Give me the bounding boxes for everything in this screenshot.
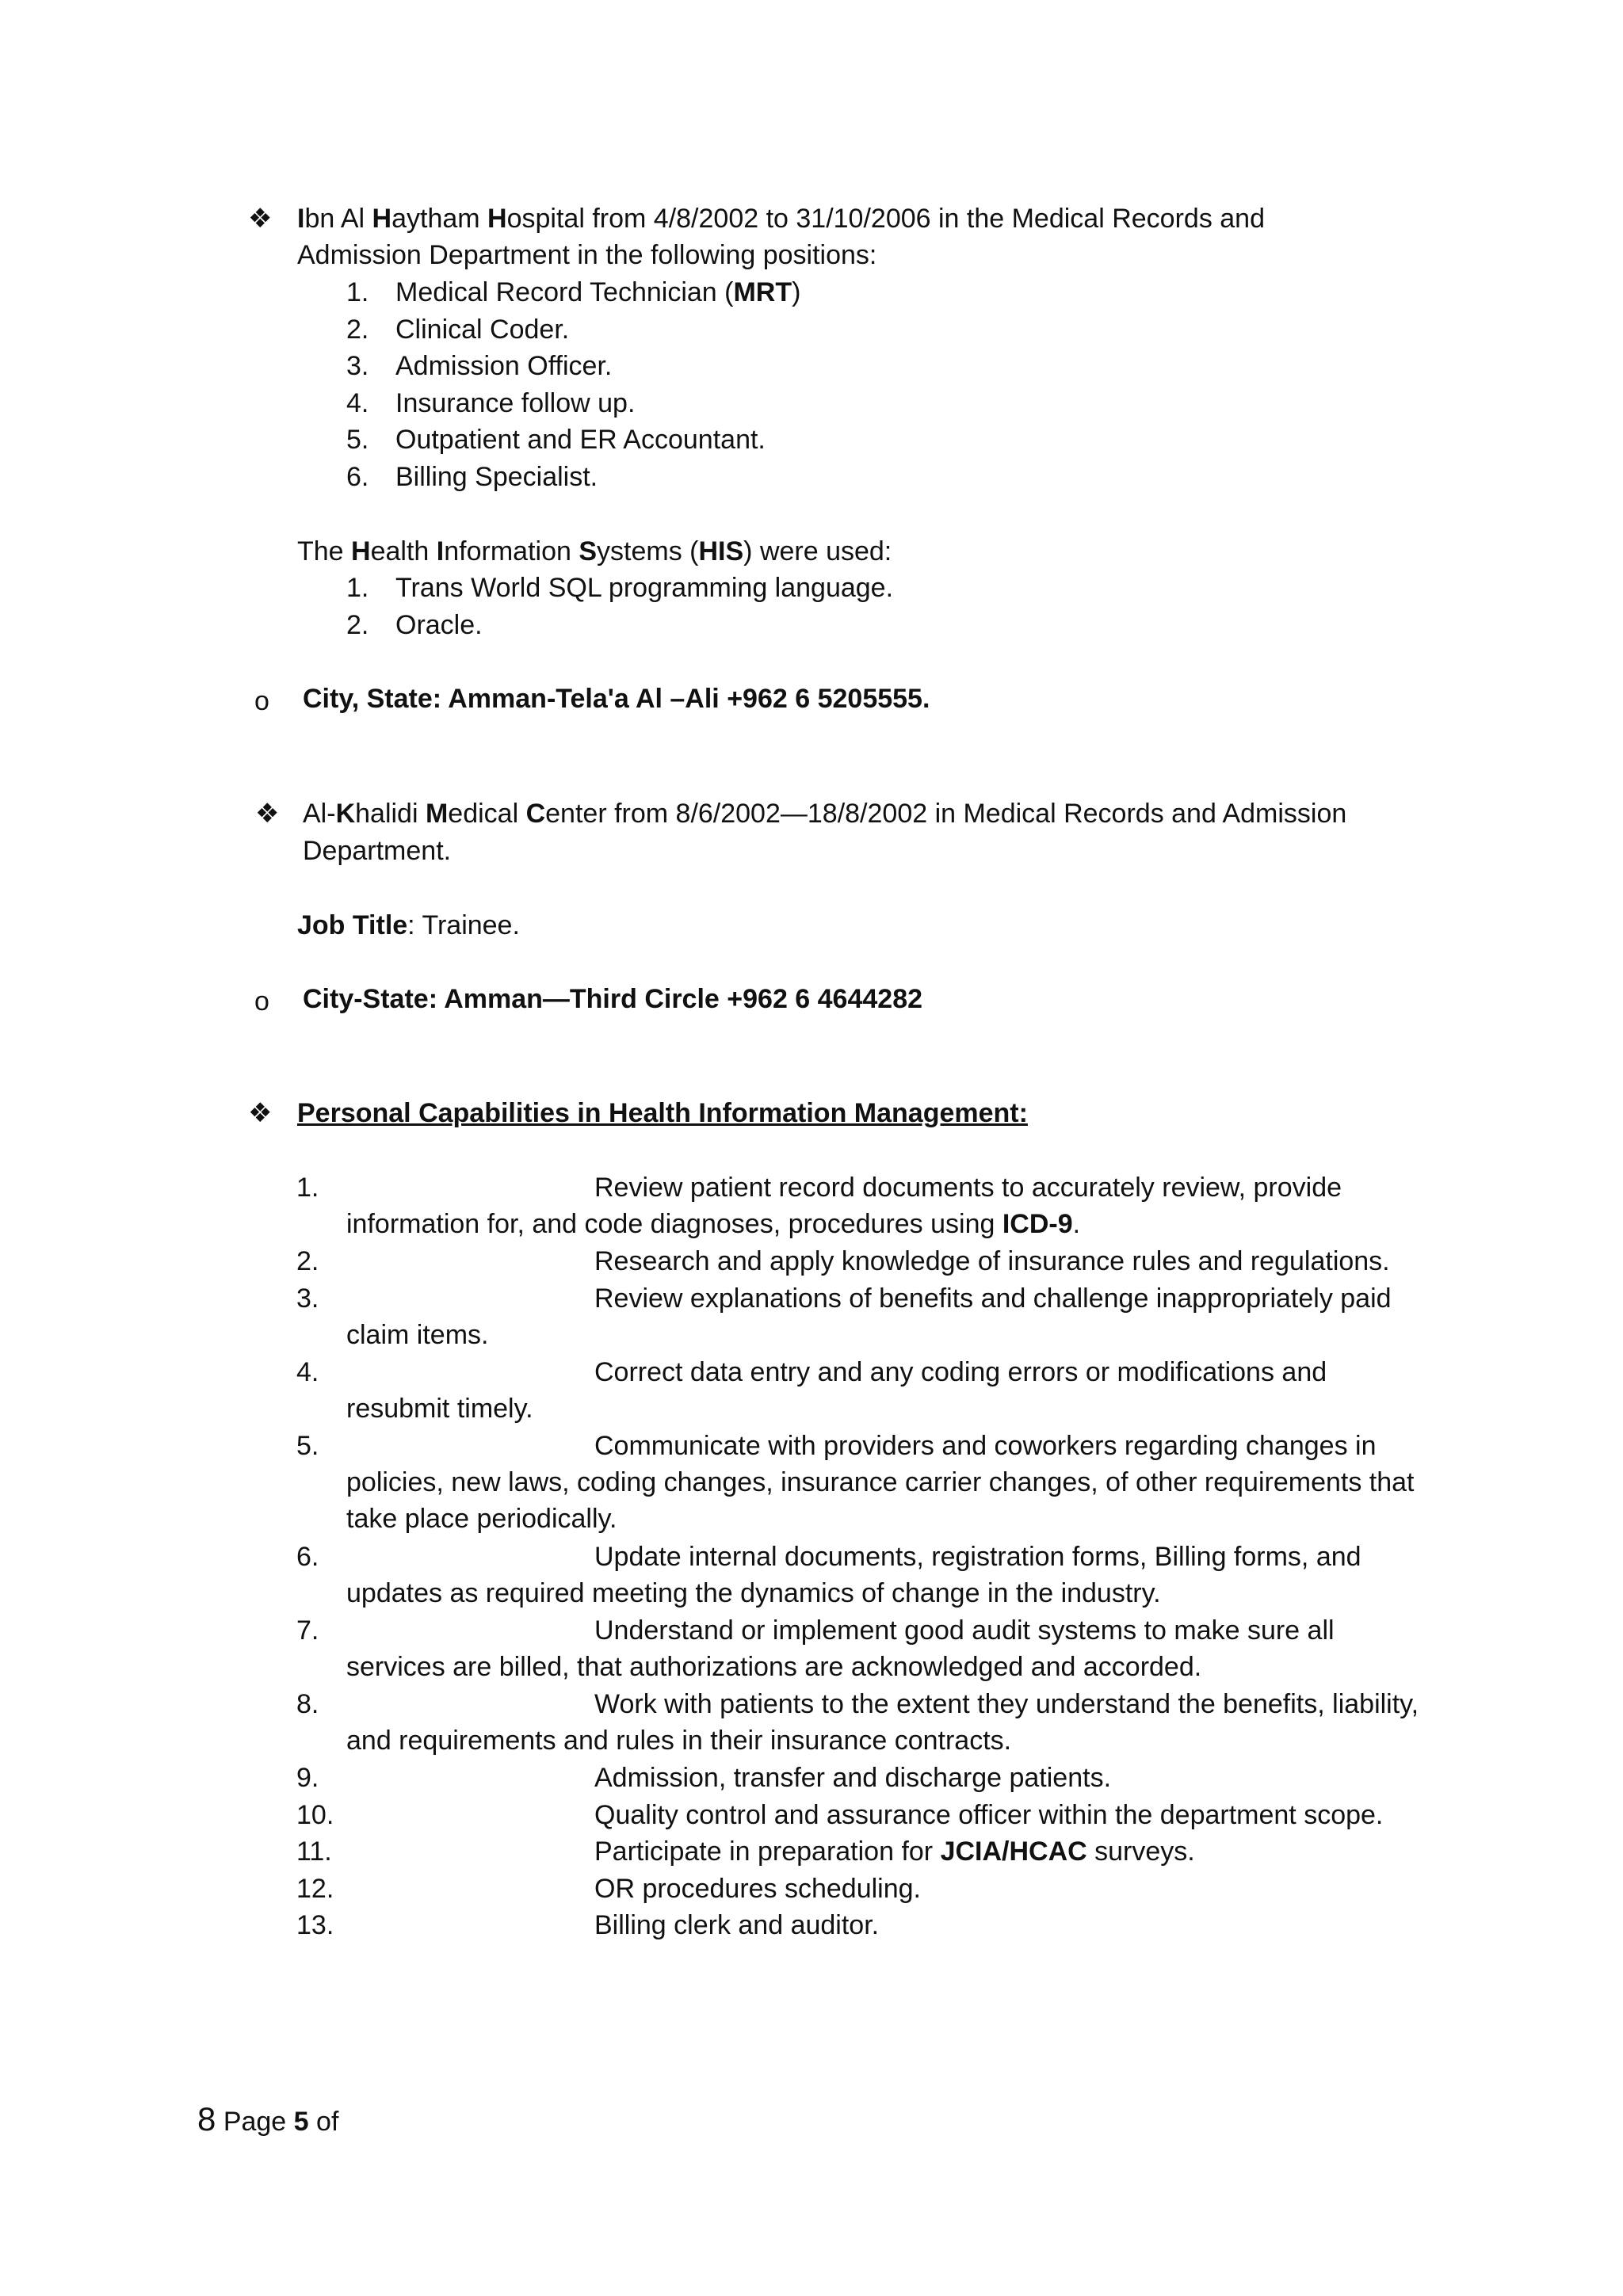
position-number: 3. bbox=[346, 351, 369, 381]
position-text: Medical Record Technician (MRT) bbox=[395, 277, 801, 307]
capability-text: Understand or implement good audit systems to make sure all services are billed, that authorizations are acknowledged and accorded. bbox=[346, 1615, 1335, 1682]
capability-number: 11. bbox=[296, 1836, 332, 1867]
circle-bullet: o bbox=[254, 686, 269, 716]
bullet-icon: ❖ bbox=[248, 1098, 273, 1128]
capability-number: 9. bbox=[296, 1763, 319, 1793]
capability-number: 8. bbox=[296, 1689, 319, 1719]
position-number: 1. bbox=[346, 277, 369, 307]
city-line: City-State: Amman—Third Circle +962 6 4644282 bbox=[303, 984, 923, 1014]
capability-text: Review patient record documents to accurately review, provide information for, and code diagnoses, procedures using ICD-9. bbox=[346, 1173, 1342, 1239]
capability-text: Participate in preparation for JCIA/HCAC surveys. bbox=[594, 1836, 1195, 1867]
bullet-icon: ❖ bbox=[248, 204, 273, 234]
circle-bullet: o bbox=[254, 986, 269, 1016]
his-text: Oracle. bbox=[395, 610, 483, 640]
capability-text: Work with patients to the extent they understand the benefits, liability, and requirements and rules in their insurance contracts. bbox=[346, 1689, 1419, 1756]
his-intro: The Health Information Systems (HIS) were used: bbox=[297, 536, 892, 566]
bullet-icon: ❖ bbox=[255, 799, 280, 829]
footer-number: 8 bbox=[197, 2100, 216, 2138]
capability-number: 7. bbox=[296, 1615, 319, 1646]
capability-text: Research and apply knowledge of insurance rules and regulations. bbox=[594, 1246, 1390, 1276]
city-line: City, State: Amman-Tela'a Al –Ali +962 6 5205555. bbox=[303, 684, 930, 714]
capability-text: Communicate with providers and coworkers regarding changes in policies, new laws, coding changes, insurance carrier changes, of other requirements that take place periodically. bbox=[346, 1431, 1415, 1534]
capability-text: Correct data entry and any coding errors or modifications and resubmit timely. bbox=[346, 1357, 1327, 1424]
capability-number: 2. bbox=[296, 1246, 319, 1276]
page-footer: 8 Page 5 of bbox=[197, 2100, 339, 2138]
job-title: Job Title: Trainee. bbox=[297, 910, 520, 940]
capability-text: Billing clerk and auditor. bbox=[594, 1910, 880, 1940]
capability-number: 6. bbox=[296, 1542, 319, 1572]
capability-text: Review explanations of benefits and challenge inappropriately paid claim items. bbox=[346, 1283, 1392, 1350]
position-text: Admission Officer. bbox=[395, 351, 613, 381]
position-text: Outpatient and ER Accountant. bbox=[395, 425, 766, 455]
position-number: 6. bbox=[346, 462, 369, 492]
capability-number: 12. bbox=[296, 1874, 334, 1904]
capability-number: 4. bbox=[296, 1357, 319, 1387]
his-text: Trans World SQL programming language. bbox=[395, 573, 894, 603]
his-number: 2. bbox=[346, 610, 369, 640]
position-number: 4. bbox=[346, 388, 369, 418]
hospital-line-2: Admission Department in the following positions: bbox=[297, 240, 877, 270]
position-number: 5. bbox=[346, 425, 369, 455]
position-text: Clinical Coder. bbox=[395, 315, 570, 345]
hospital-line-1: Ibn Al Haytham Hospital from 4/8/2002 to 31/10/2006 in the Medical Records and bbox=[297, 204, 1265, 234]
capability-text: Quality control and assurance officer within the department scope. bbox=[594, 1800, 1384, 1830]
position-text: Billing Specialist. bbox=[395, 462, 598, 492]
capability-number: 13. bbox=[296, 1910, 334, 1940]
center-line-2: Department. bbox=[303, 836, 452, 866]
capabilities-heading: Personal Capabilities in Health Information Management: bbox=[297, 1098, 1028, 1128]
capability-number: 5. bbox=[296, 1431, 319, 1461]
his-number: 1. bbox=[346, 573, 369, 603]
capability-number: 3. bbox=[296, 1283, 319, 1314]
capability-text: Admission, transfer and discharge patients. bbox=[594, 1763, 1112, 1793]
center-line-1: Al-Khalidi Medical Center from 8/6/2002—18/8/2002 in Medical Records and Admission bbox=[303, 799, 1347, 829]
position-number: 2. bbox=[346, 315, 369, 345]
capability-number: 1. bbox=[296, 1173, 319, 1203]
capability-number: 10. bbox=[296, 1800, 334, 1830]
capability-text: Update internal documents, registration forms, Billing forms, and updates as required meeting the dynamics of change in the industry. bbox=[346, 1542, 1361, 1608]
position-text: Insurance follow up. bbox=[395, 388, 636, 418]
capability-text: OR procedures scheduling. bbox=[594, 1874, 922, 1904]
